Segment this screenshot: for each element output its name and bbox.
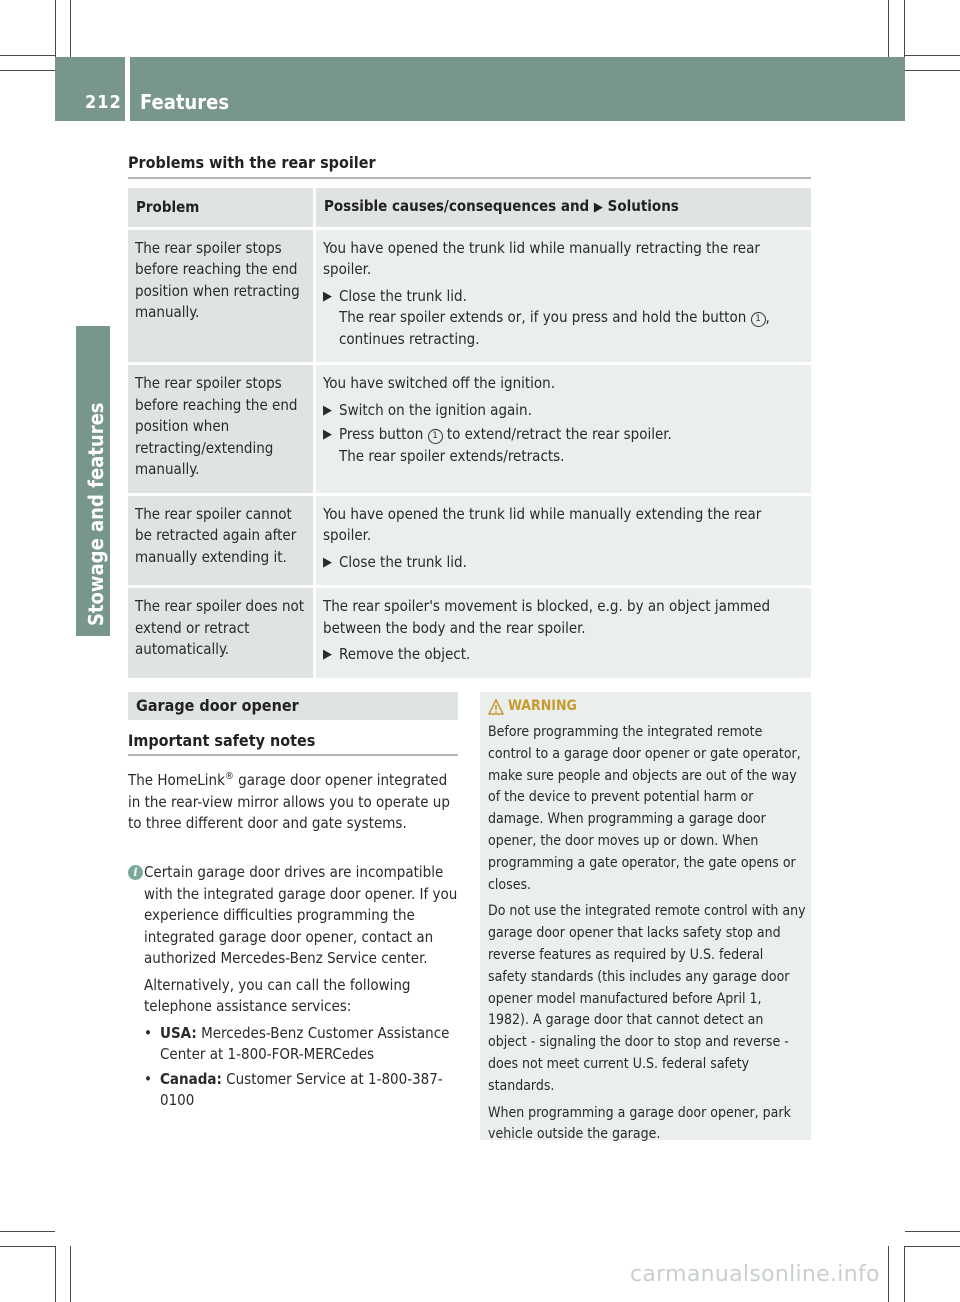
page-number-box: [55, 57, 125, 121]
col-solutions-suffix: Solutions: [607, 197, 679, 215]
bullet-label: Canada:: [160, 1069, 222, 1088]
list-item: [144, 1023, 460, 1066]
bullet-icon: •: [144, 1023, 152, 1042]
rear-spoiler-table: [128, 188, 811, 681]
warning-paragraph: When programming a garage door opener, park vehicle outside the garage.: [488, 1104, 791, 1143]
table-header-row: [128, 188, 811, 230]
crop-mark: [70, 1246, 71, 1302]
crop-mark: [888, 1246, 889, 1302]
step-item: [323, 400, 805, 422]
solution-cell: [313, 588, 811, 681]
table-row: [128, 365, 811, 496]
step-text: Remove the object.: [339, 645, 471, 663]
step-arrow-icon: ▶: [323, 288, 332, 304]
bullet-text: Customer Service at 1-800-387-0100: [160, 1069, 443, 1109]
bullet-label: USA:: [160, 1023, 197, 1042]
alt-text: Alternatively, you can call the following telephone assistance services:: [144, 975, 411, 1015]
step-arrow-icon: ▶: [323, 554, 332, 570]
col-solutions: [313, 188, 811, 230]
step-text: Close the trunk lid.: [339, 552, 467, 571]
step-item: [323, 552, 805, 574]
crop-mark: [55, 0, 56, 57]
warning-paragraph: Do not use the integrated remote control with any garage door opener that lacks safety stop and reverse features as required by U.S. federal safety standards (this includes any garage door opener model manufactured before April 1, 1982). A garage door that cannot detect an object - signaling the door to stop and reverse - does not meet current U.S. federal safety standards.: [488, 903, 806, 1094]
intro-text: The HomeLink: [128, 771, 225, 789]
warning-triangle-icon: [488, 699, 504, 715]
step-text: Close the trunk lid.: [339, 286, 467, 305]
rear-spoiler-title: Problems with the rear spoiler: [128, 153, 376, 172]
crop-mark: [905, 55, 960, 56]
warning-heading: WARNING: [508, 698, 577, 714]
problem-cell: The rear spoiler cannot be retracted again after manually extending it.: [128, 496, 313, 589]
warning-box: [480, 692, 811, 1143]
garage-section-bar: [128, 692, 458, 720]
warning-body: [488, 722, 806, 1151]
table-row: [128, 496, 811, 589]
intro-text-cont: garage door opener integrated in the rear-view mirror allows you to operate up to three different door and gate systems.: [128, 771, 450, 832]
garage-title: Garage door opener: [136, 696, 299, 715]
step-note: The rear spoiler extends or, if you press and hold the button: [339, 308, 747, 326]
crop-mark: [55, 1246, 56, 1302]
cause-text: You have switched off the ignition.: [323, 374, 556, 392]
crop-mark: [904, 0, 905, 57]
step-note: The rear spoiler extends/retracts.: [339, 446, 565, 465]
step-arrow-icon: ▶: [323, 402, 332, 418]
solution-cell: [313, 230, 811, 366]
title-rule: [128, 177, 811, 179]
crop-mark: [888, 0, 889, 57]
warning-paragraph: Before programming the integrated remote control to a garage door opener or gate operator, make sure people and objects are out of the way of the device to prevent potential harm or damage. When programming a garage door opener, the door moves up or down. When programming a gate operator, the gate opens or closes.: [488, 724, 801, 893]
heading-rule: [128, 754, 458, 756]
step-item: [323, 286, 805, 351]
section-title: Features: [140, 90, 230, 114]
info-icon: i: [128, 865, 143, 880]
list-item: [144, 1069, 460, 1112]
registered-mark: ®: [224, 771, 234, 782]
crop-mark: [905, 70, 960, 71]
watermark: carmanualsonline.info: [630, 1262, 880, 1287]
step-note-end: , continues retracting.: [339, 308, 770, 348]
col-solutions-prefix: Possible causes/consequences and: [324, 197, 590, 215]
bullet-icon: •: [144, 1069, 152, 1088]
page-header: [130, 57, 905, 121]
crop-mark: [0, 1231, 55, 1232]
safety-notes-heading: Important safety notes: [128, 731, 316, 750]
crop-mark: [904, 1246, 905, 1302]
crop-mark: [905, 1246, 960, 1247]
info-note: [128, 862, 460, 1112]
crop-mark: [0, 55, 55, 56]
problem-cell: The rear spoiler stops before reaching the end position when retracting/extending manually.: [128, 365, 313, 496]
crop-mark: [0, 70, 55, 71]
cause-text: You have opened the trunk lid while manually retracting the rear spoiler.: [323, 238, 760, 278]
step-item: [323, 644, 805, 666]
problem-cell: The rear spoiler does not extend or retract automatically.: [128, 588, 313, 681]
step-text-end: to extend/retract the rear spoiler.: [446, 425, 672, 443]
button-1-icon: 1: [428, 429, 443, 444]
crop-mark: [70, 0, 71, 57]
table-row: [128, 588, 811, 681]
step-arrow-icon: ▶: [323, 427, 332, 442]
solution-cell: [313, 365, 811, 496]
bullet-text: Mercedes-Benz Customer Assistance Center at 1-800-FOR-MERCedes: [160, 1023, 450, 1063]
step-arrow-icon: ▶: [323, 647, 332, 662]
arrow-icon: ▶: [593, 200, 603, 215]
crop-mark: [905, 1231, 960, 1232]
col-problem: Problem: [128, 188, 313, 230]
step-text: Switch on the ignition again.: [339, 400, 532, 419]
cause-text: The rear spoiler's movement is blocked, e.g. by an object jammed between the body and the rear spoiler.: [323, 597, 771, 637]
step-item: [323, 424, 805, 467]
chapter-tab-label: Stowage and features: [84, 402, 108, 626]
crop-mark: [0, 1246, 55, 1247]
chapter-tab: [76, 326, 110, 636]
intro-paragraph: [128, 766, 460, 835]
solution-cell: [313, 496, 811, 589]
problem-cell: The rear spoiler stops before reaching the end position when retracting manually.: [128, 230, 313, 366]
page-number: 212: [85, 92, 122, 113]
cause-text: You have opened the trunk lid while manually extending the rear spoiler.: [323, 504, 762, 544]
step-text: Press button: [339, 425, 424, 443]
button-1-icon: 1: [751, 312, 766, 327]
table-row: [128, 230, 811, 366]
info-text: Certain garage door drives are incompatible with the integrated garage door opener. If you experience difficulties programming the integrated garage door opener, contact an authorized Mercedes-Benz Service center.: [144, 863, 458, 967]
